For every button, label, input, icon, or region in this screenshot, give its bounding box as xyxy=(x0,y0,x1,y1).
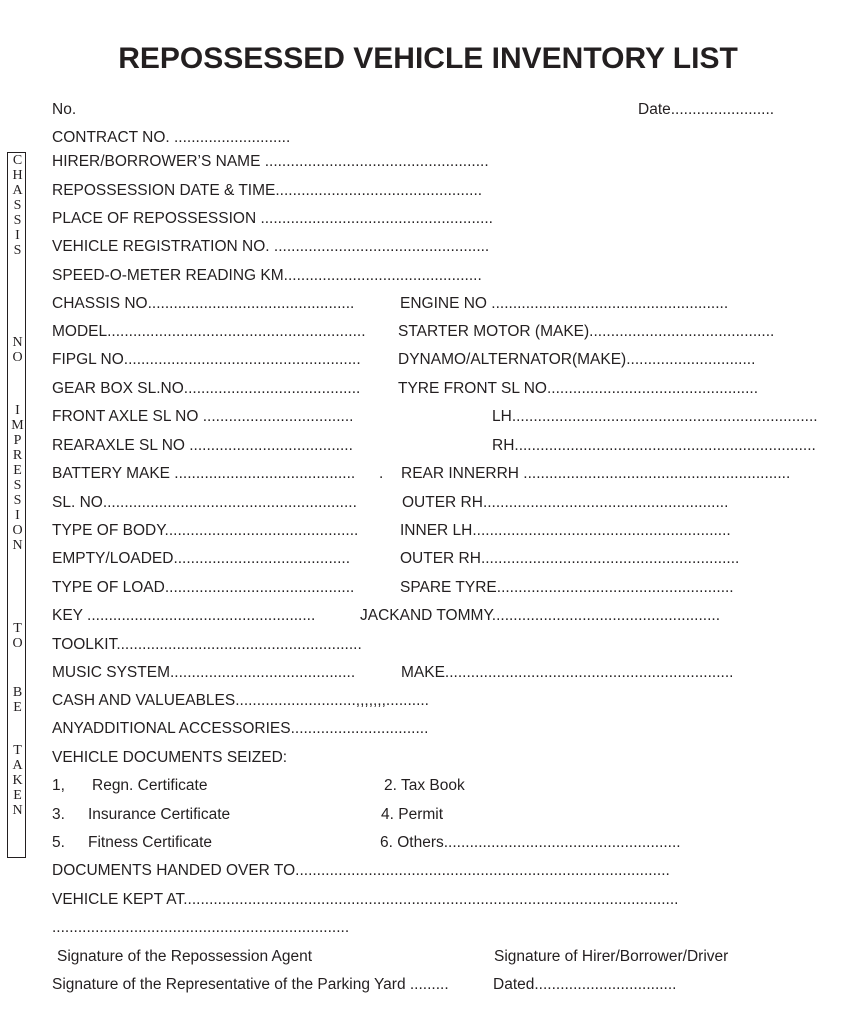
battery-make-field[interactable]: BATTERY MAKE .......................................... xyxy=(52,465,356,482)
side-note-char: E xyxy=(13,788,22,803)
side-note-char: T xyxy=(13,621,22,636)
place-of-repossession-field[interactable]: PLACE OF REPOSSESSION ...................................................... xyxy=(52,210,493,227)
side-note-char: R xyxy=(12,448,23,463)
side-note-char: N xyxy=(12,538,23,553)
page-title: REPOSSESSED VEHICLE INVENTORY LIST xyxy=(118,42,738,75)
spare-tyre-field[interactable]: SPARE TYRE....................................................... xyxy=(400,579,734,596)
side-note-char: P xyxy=(13,433,22,448)
side-note-char: E xyxy=(13,700,22,715)
dynamo-alternator-field[interactable]: DYNAMO/ALTERNATOR(MAKE).............................. xyxy=(398,351,756,368)
side-note-char: K xyxy=(12,773,23,788)
music-system-field[interactable]: MUSIC SYSTEM........................................... xyxy=(52,664,356,681)
blank-dotted-line[interactable]: ..................................................................... xyxy=(52,919,350,936)
doc-fitness-certificate: Fitness Certificate xyxy=(88,834,213,851)
side-note-char: I xyxy=(15,508,20,523)
hirer-name-field[interactable]: HIRER/BORROWER’S NAME .................................................... xyxy=(52,153,489,170)
type-of-body-field[interactable]: TYPE OF BODY............................................. xyxy=(52,522,359,539)
side-note-char: T xyxy=(13,743,22,758)
documents-handed-over-field[interactable]: DOCUMENTS HANDED OVER TO....................................................................................... xyxy=(52,862,670,879)
gear-box-field[interactable]: GEAR BOX SL.NO......................................... xyxy=(52,380,361,397)
additional-accessories-field[interactable]: ANYADDITIONAL ACCESSORIES................................ xyxy=(52,720,429,737)
side-note-char: S xyxy=(13,243,22,258)
doc-1-number: 1, xyxy=(52,777,65,794)
speedometer-reading-field[interactable]: SPEED-O-METER READING KM.............................................. xyxy=(52,267,482,284)
side-note-char: S xyxy=(13,213,22,228)
battery-sl-no-field[interactable]: SL. NO........................................................... xyxy=(52,494,357,511)
doc-5-number: 5. xyxy=(52,834,65,851)
doc-tax-book: 2. Tax Book xyxy=(384,777,465,794)
rear-inner-rh-field[interactable]: REAR INNERRH .............................................................. xyxy=(401,465,791,482)
tyre-lh-field[interactable]: LH....................................................................... xyxy=(492,408,818,425)
outer-rh-2-field[interactable]: OUTER RH............................................................ xyxy=(400,550,740,567)
side-note-char: N xyxy=(12,335,23,350)
side-note-char: C xyxy=(12,153,23,168)
stray-dot: . xyxy=(379,465,384,482)
side-note-char: O xyxy=(12,636,23,651)
dated-field[interactable]: Dated................................. xyxy=(493,976,677,993)
tyre-rh-field[interactable]: RH...................................................................... xyxy=(492,437,816,454)
model-field[interactable]: MODEL............................................................ xyxy=(52,323,366,340)
doc-3-number: 3. xyxy=(52,806,65,823)
side-note-char: I xyxy=(15,228,20,243)
starter-motor-field[interactable]: STARTER MOTOR (MAKE)........................................... xyxy=(398,323,775,340)
inner-lh-field[interactable]: INNER LH............................................................ xyxy=(400,522,731,539)
music-make-field[interactable]: MAKE................................................................... xyxy=(401,664,734,681)
documents-seized-heading: VEHICLE DOCUMENTS SEIZED: xyxy=(52,749,288,766)
outer-rh-field[interactable]: OUTER RH......................................................... xyxy=(402,494,729,511)
side-note-char: S xyxy=(13,478,22,493)
signature-agent-label: Signature of the Repossession Agent xyxy=(57,948,313,965)
contract-no-field[interactable]: CONTRACT NO. ........................... xyxy=(52,129,291,146)
repossession-date-time-field[interactable]: REPOSSESSION DATE & TIME................................................ xyxy=(52,182,483,199)
signature-parking-yard-label: Signature of the Representative of the Parking Yard ......... xyxy=(52,976,449,993)
number-label: No. xyxy=(52,101,77,118)
side-note-char: S xyxy=(13,493,22,508)
side-note-char: A xyxy=(12,758,23,773)
engine-no-field[interactable]: ENGINE NO ....................................................... xyxy=(400,295,729,312)
front-axle-field[interactable]: FRONT AXLE SL NO ................................... xyxy=(52,408,354,425)
cash-valuables-field[interactable]: CASH AND VALUEABLES............................,,,,,,,.......... xyxy=(52,692,429,709)
doc-permit: 4. Permit xyxy=(381,806,444,823)
chassis-impression-box xyxy=(7,152,26,858)
signature-hirer-label: Signature of Hirer/Borrower/Driver xyxy=(494,948,729,965)
date-field[interactable]: Date........................ xyxy=(638,101,775,118)
toolkit-field[interactable]: TOOLKIT......................................................... xyxy=(52,636,362,653)
jack-tommy-field[interactable]: JACKAND TOMMY..................................................... xyxy=(360,607,721,624)
side-note-char: M xyxy=(11,418,24,433)
vehicle-kept-at-field[interactable]: VEHICLE KEPT AT................................................................................................................... xyxy=(52,891,679,908)
side-note-char: O xyxy=(12,523,23,538)
side-note-char: S xyxy=(13,198,22,213)
doc-others-field[interactable]: 6. Others....................................................... xyxy=(380,834,681,851)
side-note-char: E xyxy=(13,463,22,478)
side-note-char: B xyxy=(12,685,23,700)
side-note-char: A xyxy=(12,183,23,198)
side-note-char: H xyxy=(12,168,23,183)
tyre-front-field[interactable]: TYRE FRONT SL NO................................................. xyxy=(398,380,759,397)
side-note-char: O xyxy=(12,350,23,365)
doc-insurance-certificate: Insurance Certificate xyxy=(88,806,231,823)
rear-axle-field[interactable]: REARAXLE SL NO ...................................... xyxy=(52,437,353,454)
side-note-char: N xyxy=(12,803,23,818)
doc-regn-certificate: Regn. Certificate xyxy=(92,777,208,794)
type-of-load-field[interactable]: TYPE OF LOAD............................................ xyxy=(52,579,355,596)
side-note-char: I xyxy=(15,403,20,418)
registration-no-field[interactable]: VEHICLE REGISTRATION NO. .................................................. xyxy=(52,238,490,255)
fipgl-no-field[interactable]: FIPGL NO....................................................... xyxy=(52,351,361,368)
empty-loaded-field[interactable]: EMPTY/LOADED......................................... xyxy=(52,550,351,567)
key-field[interactable]: KEY ..................................................... xyxy=(52,607,316,624)
chassis-no-field[interactable]: CHASSIS NO................................................ xyxy=(52,295,355,312)
